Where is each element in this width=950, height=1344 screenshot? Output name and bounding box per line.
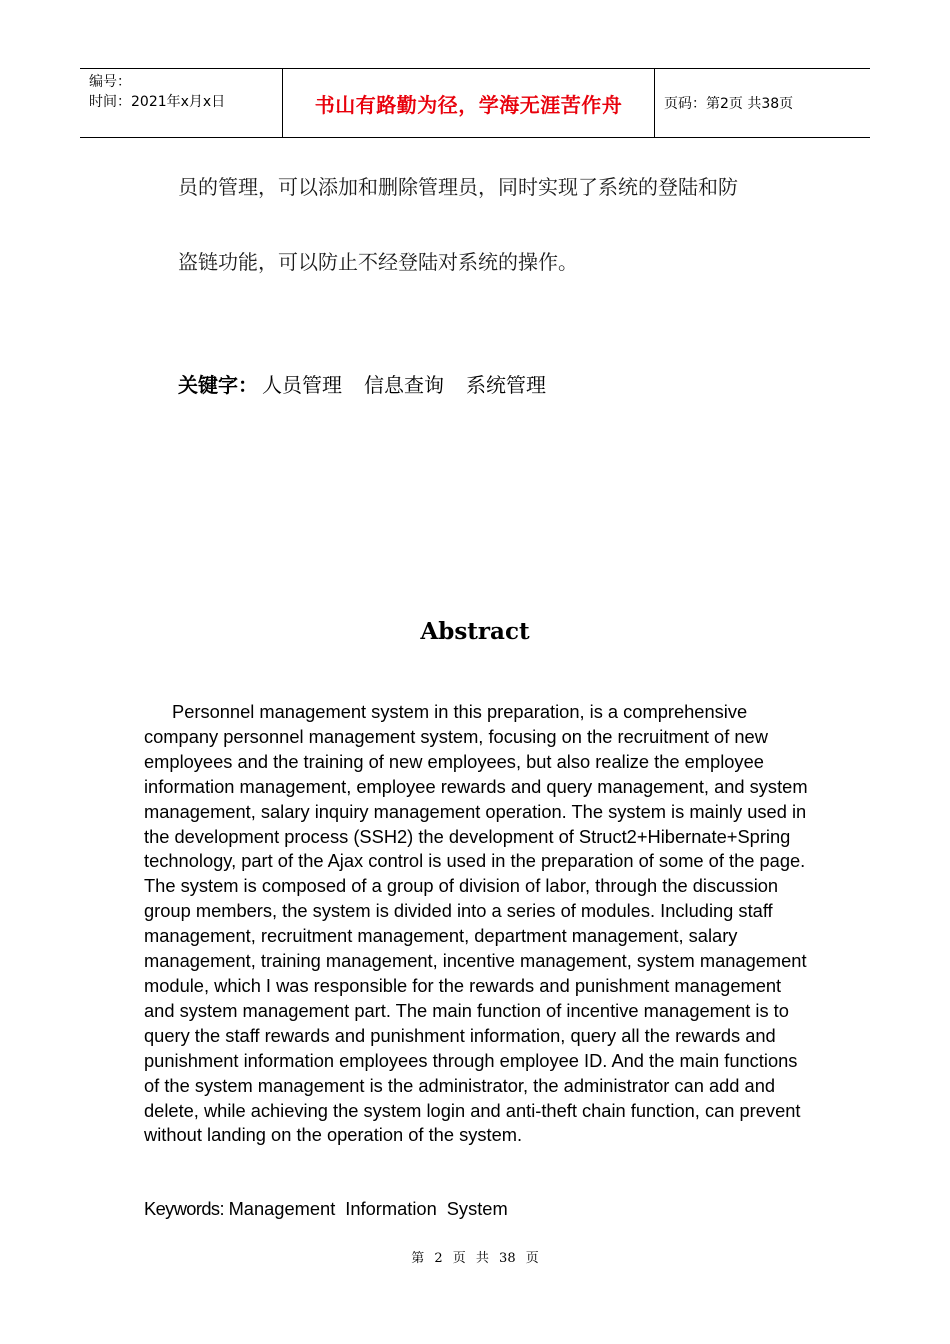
header-page-info: 页码：第2页 共38页 (664, 96, 794, 112)
chinese-abstract-line-2: 盗链功能，可以防止不经登陆对系统的操作。 (178, 250, 578, 274)
keyword-en-item: Management (228, 1198, 336, 1219)
page-footer: 第 2 页 共 38 页 (411, 1251, 539, 1266)
header-motto: 书山有路勤为径，学海无涯苦作舟 (282, 69, 655, 137)
page-header (80, 68, 870, 138)
document-date: 时间：2021年x月x日 (89, 94, 226, 110)
keyword-cn-item: 人员管理 (262, 373, 342, 397)
abstract-body (144, 700, 808, 1148)
header-meta (80, 69, 282, 137)
keywords-en-label: Keywords (144, 1198, 220, 1219)
keywords-en-separator: : (219, 1198, 225, 1219)
keyword-cn-item: 系统管理 (466, 373, 546, 397)
keyword-cn-item: 信息查询 (364, 373, 444, 397)
keywords-cn-label: 关键字： (178, 373, 258, 397)
abstract-title: Abstract (420, 618, 530, 645)
chinese-abstract-line-1: 员的管理，可以添加和删除管理员，同时实现了系统的登陆和防 (178, 175, 738, 199)
abstract-paragraph: Personnel management system in this preparation, is a comprehensive company personnel management system, focusing on the recruitment of new employees and the training of new employees, but also realize the employee information management, employee rewards and query management, and system management, salary inquiry management operation. The system is mainly used in the development process (SSH2) the development of Struct2+Hibernate+Spring technology, part of the Ajax control is used in the preparation of some of the page. The system is composed of a group of division of labor, through the discussion group members, the system is divided into a series of modules. Including staff management, recruitment management, department management, salary management, training management, incentive management, system management module, which I was responsible for the rewards and punishment management and system management part. The main function of incentive management is to query the staff rewards and punishment information, query all the rewards and punishment information employees through employee ID. And the main functions of the system management is the administrator, the administrator can add and delete, while achieving the system login and anti-theft chain function, can prevent without landing on the operation of the system. (144, 701, 808, 1146)
document-number-label: 编号： (89, 74, 131, 90)
keywords-en (144, 1198, 514, 1220)
keyword-en-item: System (446, 1198, 508, 1219)
keyword-en-item: Information (345, 1198, 437, 1219)
keywords-cn (178, 369, 564, 398)
